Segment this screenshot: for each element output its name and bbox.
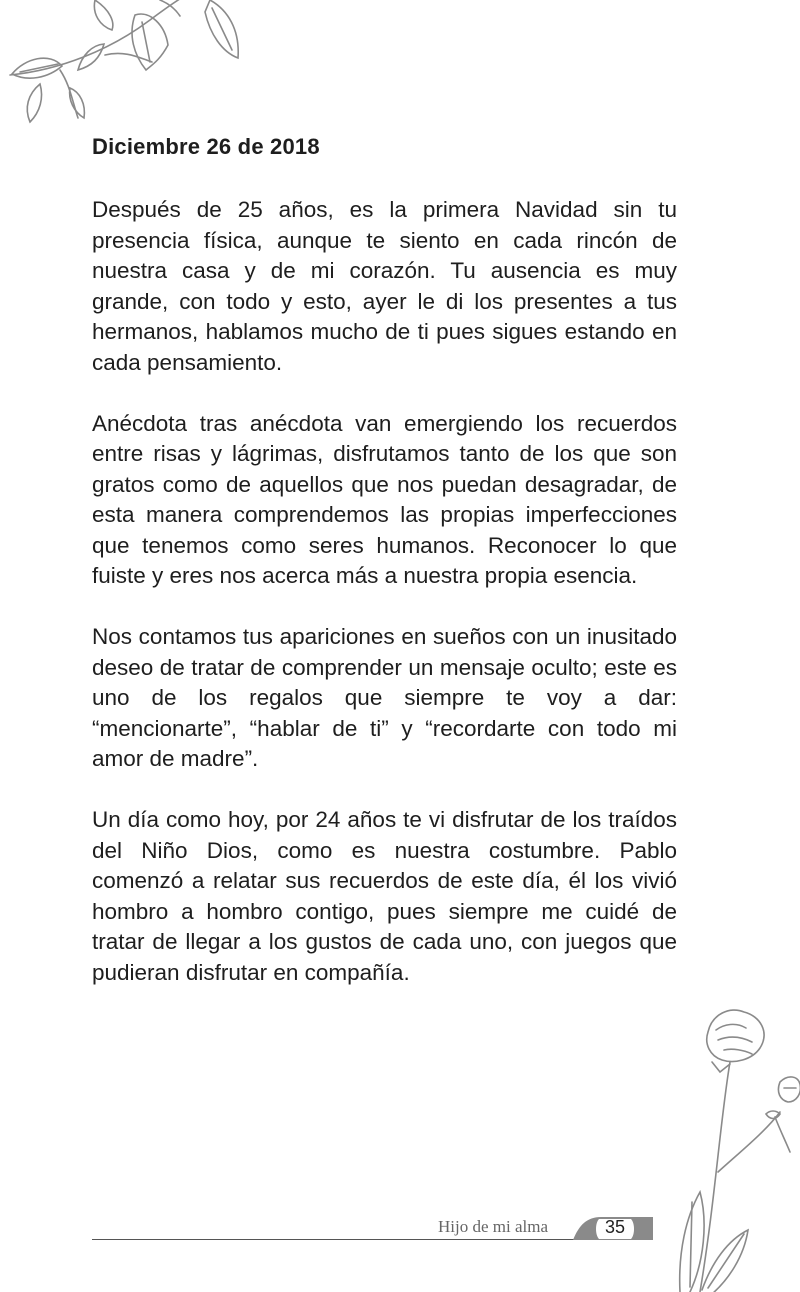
paragraph: Anécdota tras anécdota van emergiendo los recuerdos entre risas y lágrimas, disfrutamos tanto de los que son gratos como de aquellos que nos puedan desagradar, de esta manera comprendemos las propias imperfecciones que tenemos como seres humanos. Reconocer lo que fuiste y eres nos acerca más a nuestra propia esencia.: [92, 410, 677, 588]
wildflower-illustration: [620, 1002, 800, 1292]
paragraph: Nos contamos tus apariciones en sueños con un inusitado deseo de tratar de comprender un mensaje oculto; este es uno de los regalos que siempre te voy a dar: “mencionarte”, “hablar de ti” y “recordarte con todo mi amor de madre”.: [92, 624, 677, 771]
entry-date-heading: Diciembre 26 de 2018: [92, 134, 320, 159]
footer-divider: [92, 1239, 632, 1240]
leafy-branch-illustration: [0, 0, 260, 130]
paragraph: Un día como hoy, por 24 años te vi disfrutar de los traídos del Niño Dios, como es nuestra costumbre. Pablo comenzó a relatar sus recuerdos de este día, él los vivió hombro a hombro contigo, pues siempre me cuidé de tratar de llegar a los gustos de cada uno, con juegos que pudieran disfrutar en compañía.: [92, 807, 677, 985]
entry-body: [92, 195, 677, 1019]
running-footer-book-title: Hijo de mi alma: [438, 1217, 549, 1236]
page-number: 35: [604, 1217, 626, 1237]
paragraph: Después de 25 años, es la primera Navidad sin tu presencia física, aunque te siento en cada rincón de nuestra casa y de mi corazón. Tu ausencia es muy grande, con todo y esto, ayer le di los presentes a tus hermanos, hablamos mucho de ti pues sigues estando en cada pensamiento.: [92, 197, 677, 375]
